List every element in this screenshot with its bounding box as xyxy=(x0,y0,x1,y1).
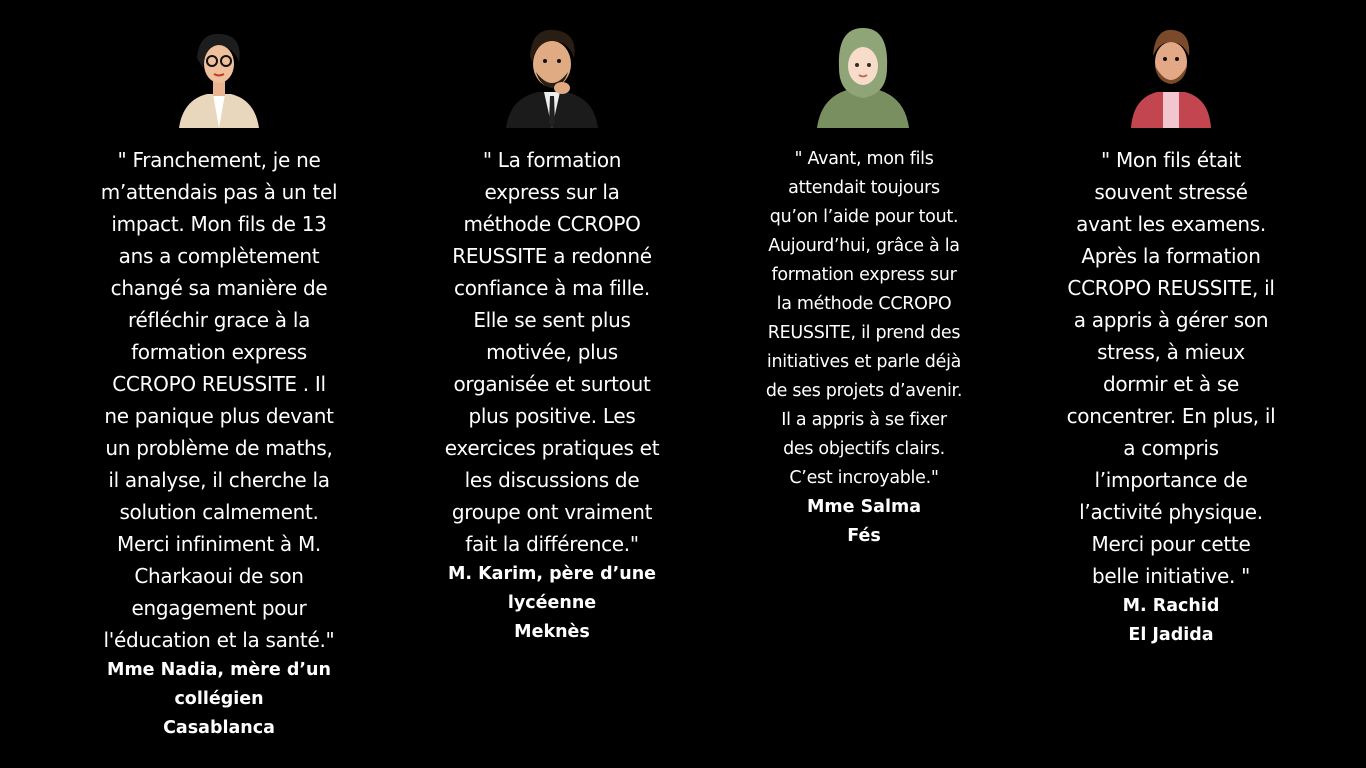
quote-line: concentrer. En plus, il xyxy=(1066,404,1276,428)
quote-line: solution calmement. xyxy=(119,500,319,524)
quote-line: a compris xyxy=(1123,436,1219,460)
quote-line: C’est incroyable." xyxy=(789,468,939,488)
quote-line: m’attendais pas à un tel xyxy=(100,180,338,204)
quote-line: express sur la xyxy=(484,180,620,204)
woman-glasses-avatar xyxy=(169,28,269,128)
quote-line: méthode CCROPO xyxy=(463,212,641,236)
quote-line: formation express xyxy=(131,340,307,364)
testimonial-quote xyxy=(1021,144,1321,592)
man-beard-avatar xyxy=(1121,28,1221,128)
quote-line: Merci infiniment à M. xyxy=(117,532,321,556)
testimonial-author xyxy=(69,656,369,743)
quote-line: de ses projets d’avenir. xyxy=(765,381,963,401)
quote-line: l’activité physique. xyxy=(1079,500,1263,524)
quote-line: confiance à ma fille. xyxy=(454,276,650,300)
quote-line: l'éducation et la santé." xyxy=(103,628,335,652)
quote-line: REUSSITE a redonné xyxy=(452,244,652,268)
quote-line: ne panique plus devant xyxy=(104,404,334,428)
testimonial-salma xyxy=(714,145,1014,551)
author-line: Casablanca xyxy=(163,718,275,738)
quote-line: engagement pour xyxy=(131,596,307,620)
quote-line: Après la formation xyxy=(1081,244,1261,268)
testimonial-quote xyxy=(714,145,1014,493)
quote-line: stress, à mieux xyxy=(1097,340,1245,364)
quote-line: les discussions de xyxy=(464,468,640,492)
quote-line: qu’on l’aide pour tout. xyxy=(769,207,959,227)
author-line: collégien xyxy=(174,689,264,709)
quote-line: changé sa manière de xyxy=(110,276,328,300)
author-line: Mme Nadia, mère d’un xyxy=(107,660,331,680)
quote-line: Elle se sent plus xyxy=(473,308,631,332)
testimonial-rachid xyxy=(1021,144,1321,650)
quote-line: Merci pour cette xyxy=(1091,532,1251,556)
quote-line: attendait toujours xyxy=(788,178,940,198)
quote-line: groupe ont vraiment xyxy=(451,500,653,524)
author-line: Mme Salma xyxy=(806,497,922,517)
testimonial-author xyxy=(1021,592,1321,650)
quote-line: Il a appris à se fixer xyxy=(781,410,947,430)
quote-line: dormir et à se xyxy=(1102,372,1240,396)
quote-line: réfléchir grace à la xyxy=(127,308,311,332)
quote-line: " La formation xyxy=(482,148,622,172)
testimonial-author xyxy=(714,493,1014,551)
woman-hijab-avatar xyxy=(813,28,913,128)
quote-line: impact. Mon fils de 13 xyxy=(111,212,327,236)
author-line: Fés xyxy=(847,526,881,546)
quote-line: avant les examens. xyxy=(1076,212,1266,236)
author-line: M. Karim, père d’une xyxy=(447,564,657,584)
quote-line: la méthode CCROPO xyxy=(776,294,952,314)
quote-line: Charkaoui de son xyxy=(134,564,304,588)
quote-line: souvent stressé xyxy=(1094,180,1248,204)
testimonial-nadia xyxy=(69,144,369,743)
quote-line: Aujourd’hui, grâce à la xyxy=(768,236,960,256)
quote-line: a appris à gérer son xyxy=(1073,308,1269,332)
quote-line: ans a complètement xyxy=(118,244,320,268)
testimonial-quote xyxy=(69,144,369,656)
quote-line: il analyse, il cherche la xyxy=(108,468,330,492)
quote-line: formation express sur xyxy=(771,265,957,285)
quote-line: des objectifs clairs. xyxy=(783,439,945,459)
man-suit-avatar xyxy=(502,28,602,128)
author-line: Meknès xyxy=(514,622,590,642)
testimonial-quote xyxy=(402,144,702,560)
quote-line: fait la différence." xyxy=(465,532,639,556)
author-line: lycéenne xyxy=(507,593,597,613)
author-line: M. Rachid xyxy=(1122,596,1220,616)
quote-line: belle initiative. " xyxy=(1092,564,1250,588)
quote-line: REUSSITE, il prend des xyxy=(767,323,961,343)
quote-line: motivée, plus xyxy=(486,340,618,364)
quote-line: " Mon fils était xyxy=(1100,148,1241,172)
quote-line: organisée et surtout xyxy=(453,372,651,396)
testimonial-author xyxy=(402,560,702,647)
quote-line: " Avant, mon fils xyxy=(794,149,934,169)
quote-line: CCROPO REUSSITE, il xyxy=(1067,276,1275,300)
quote-line: exercices pratiques et xyxy=(444,436,660,460)
quote-line: plus positive. Les xyxy=(468,404,636,428)
quote-line: l’importance de xyxy=(1094,468,1248,492)
quote-line: CCROPO REUSSITE . Il xyxy=(112,372,326,396)
quote-line: initiatives et parle déjà xyxy=(766,352,962,372)
quote-line: un problème de maths, xyxy=(105,436,333,460)
testimonial-karim xyxy=(402,144,702,647)
quote-line: " Franchement, je ne xyxy=(117,148,321,172)
author-line: El Jadida xyxy=(1128,625,1214,645)
